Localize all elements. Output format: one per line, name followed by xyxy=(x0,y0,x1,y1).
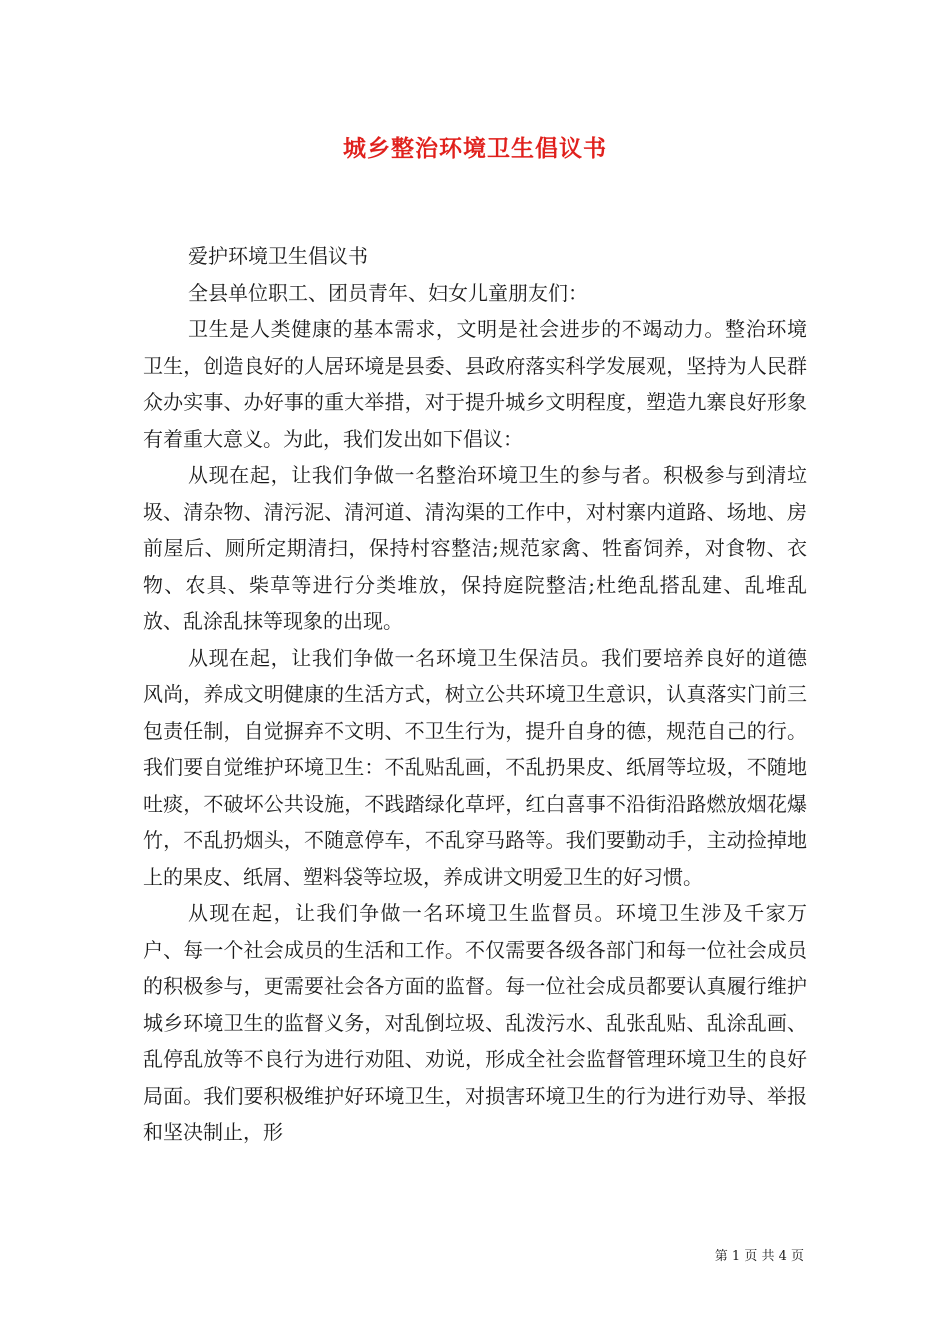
paragraph-participant: 从现在起，让我们争做一名整治环境卫生的参与者。积极参与到清垃圾、清杂物、清污泥、清河道、清沟渠的工作中，对村寨内道路、场地、房前屋后、厕所定期清扫，保持村容整洁;规范家禽、牲畜饲养，对食物、衣物、农具、柴草等进行分类堆放，保持庭院整洁;杜绝乱搭乱建、乱堆乱放、乱涂乱抹等现象的出现。 xyxy=(143,463,807,633)
paragraph-salutation: 全县单位职工、团员青年、妇女儿童朋友们： xyxy=(188,280,588,305)
paragraph-intro: 卫生是人类健康的基本需求，文明是社会进步的不竭动力。整治环境卫生，创造良好的人居环境是县委、县政府落实科学发展观，坚持为人民群众办实事、办好事的重大举措，对于提升城乡文明程度，塑造九寨良好形象有着重大意义。为此，我们发出如下倡议： xyxy=(143,317,807,451)
paragraph-supervisor: 从现在起，让我们争做一名环境卫生监督员。环境卫生涉及千家万户、每一个社会成员的生活和工作。不仅需要各级各部门和每一位社会成员的积极参与，更需要社会各方面的监督。每一位社会成员都要认真履行维护城乡环境卫生的监督义务，对乱倒垃圾、乱泼污水、乱张乱贴、乱涂乱画、乱停乱放等不良行为进行劝阻、劝说，形成全社会监督管理环境卫生的良好局面。我们要积极维护好环境卫生，对损害环境卫生的行为进行劝导、举报和坚决制止，形 xyxy=(143,901,807,1144)
document-body xyxy=(143,238,807,1151)
paragraph-subtitle: 爱护环境卫生倡议书 xyxy=(188,244,368,268)
document-title: 城乡整治环境卫生倡议书 xyxy=(343,135,607,162)
paragraph-cleaner: 从现在起，让我们争做一名环境卫生保洁员。我们要培养良好的道德风尚，养成文明健康的生活方式，树立公共环境卫生意识，认真落实门前三包责任制，自觉摒弃不文明、不卫生行为，提升自身的德，规范自己的行。我们要自觉维护环境卫生：不乱贴乱画，不乱扔果皮、纸屑等垃圾，不随地吐痰，不破坏公共设施，不践踏绿化草坪，红白喜事不沿街沿路燃放烟花爆竹，不乱扔烟头，不随意停车，不乱穿马路等。我们要勤动手，主动捡掉地上的果皮、纸屑、塑料袋等垃圾，养成讲文明爱卫生的好习惯。 xyxy=(143,645,807,889)
page-number: 第 1 页 共 4 页 xyxy=(714,1249,804,1264)
